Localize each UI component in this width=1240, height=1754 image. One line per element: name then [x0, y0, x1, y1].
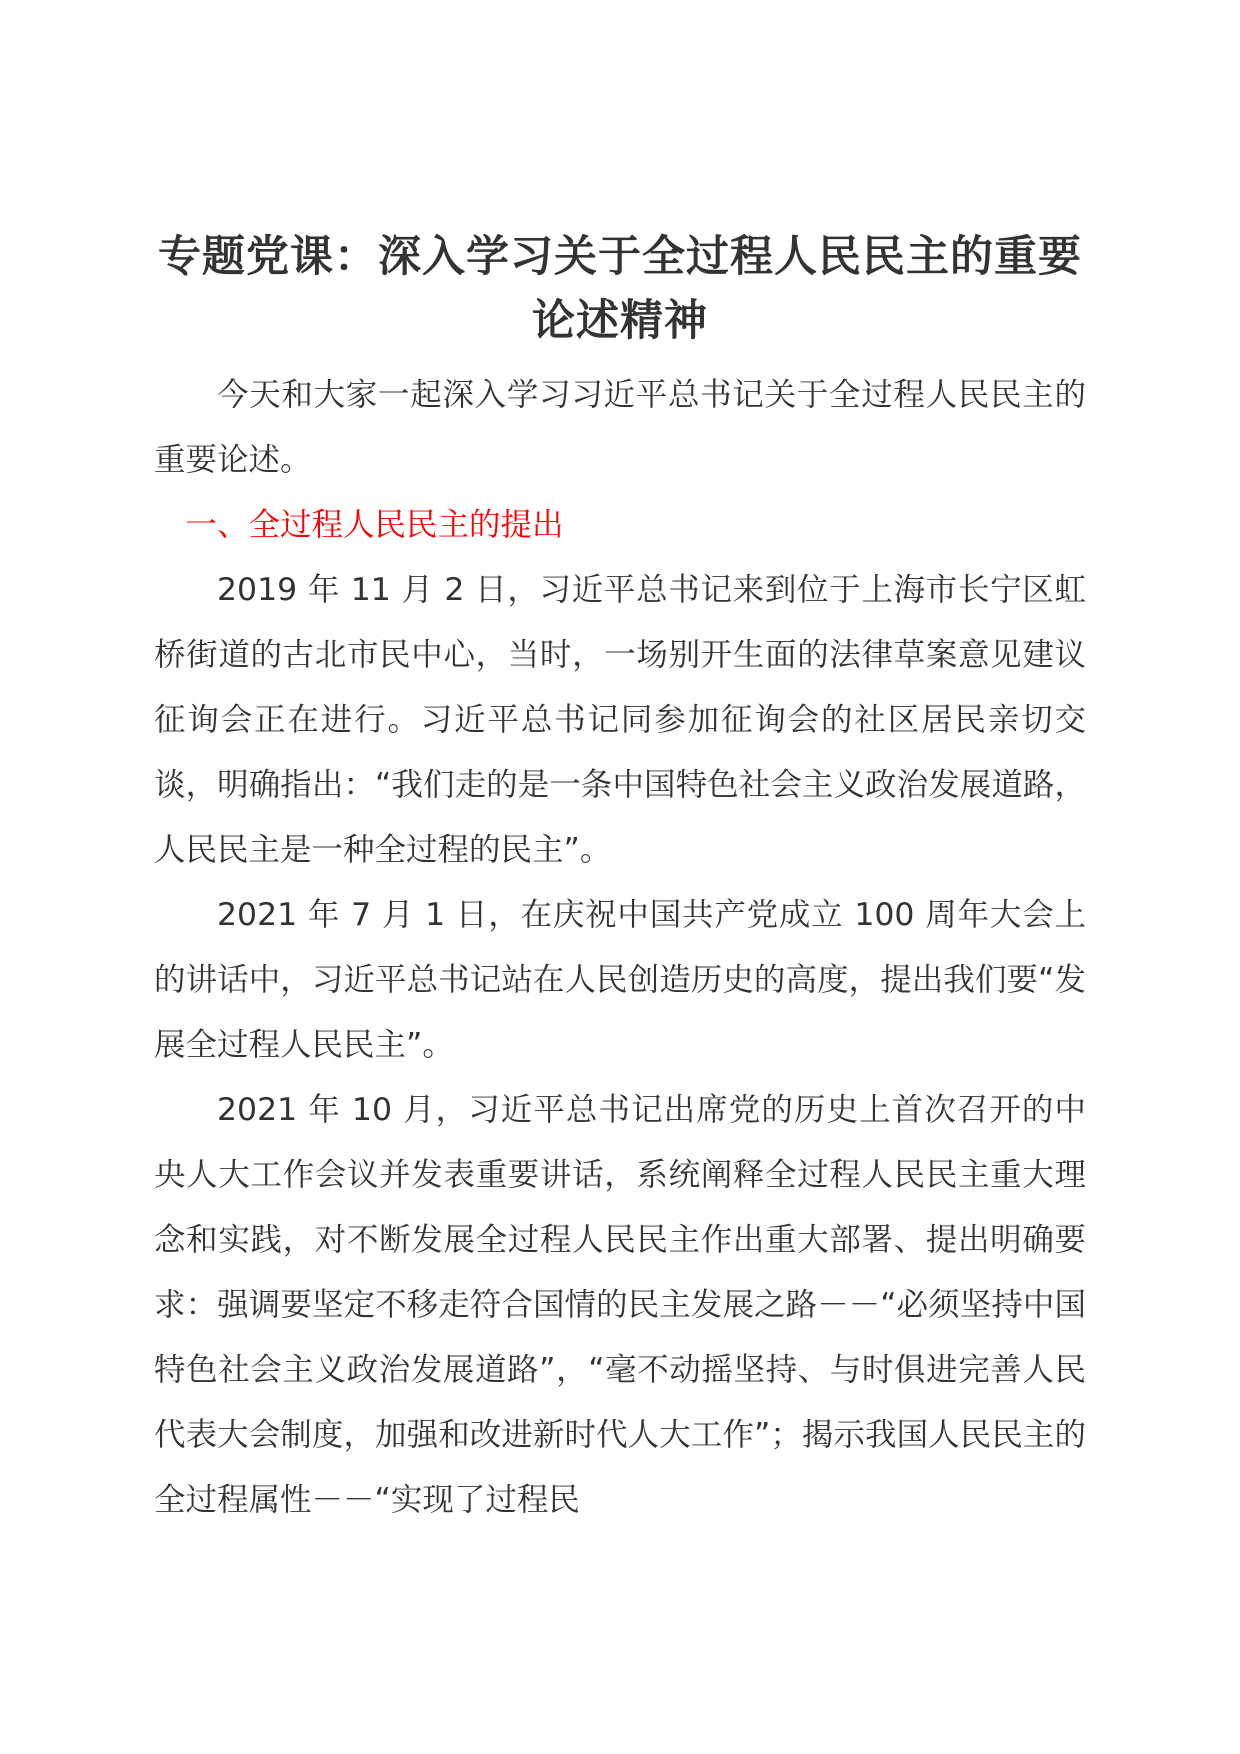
body-paragraph-3: 2021 年 10 月，习近平总书记出席党的历史上首次召开的中央人大工作会议并发表重要讲话，系统阐释全过程人民民主重大理念和实践，对不断发展全过程人民民主作出重大部署、提出明确要求：强调要坚定不移走符合国情的民主发展之路－－“必须坚持中国特色社会主义政治发展道路”，“毫不动摇坚持、与时俱进完善人民代表大会制度，加强和改进新时代人大工作”；揭示我国人民民主的全过程属性－－“实现了过程民 [154, 1092, 1086, 1518]
document-page [154, 225, 1086, 1533]
body-paragraph-2: 2021 年 7 月 1 日，在庆祝中国共产党成立 100 周年大会上的讲话中，习近平总书记站在人民创造历史的高度，提出我们要“发展全过程人民民主”。 [154, 897, 1086, 1063]
body-paragraph-1: 2019 年 11 月 2 日，习近平总书记来到位于上海市长宁区虹桥街道的古北市民中心，当时，一场别开生面的法律草案意见建议征询会正在进行。习近平总书记同参加征询会的社区居民亲切交谈，明确指出：“我们走的是一条中国特色社会主义政治发展道路，人民民主是一种全过程的民主”。 [154, 572, 1086, 868]
intro-paragraph: 今天和大家一起深入学习习近平总书记关于全过程人民民主的重要论述。 [154, 377, 1086, 478]
section-heading-1: 一、全过程人民民主的提出 [185, 507, 564, 543]
document-title: 专题党课：深入学习关于全过程人民民主的重要论述精神 [158, 232, 1082, 346]
